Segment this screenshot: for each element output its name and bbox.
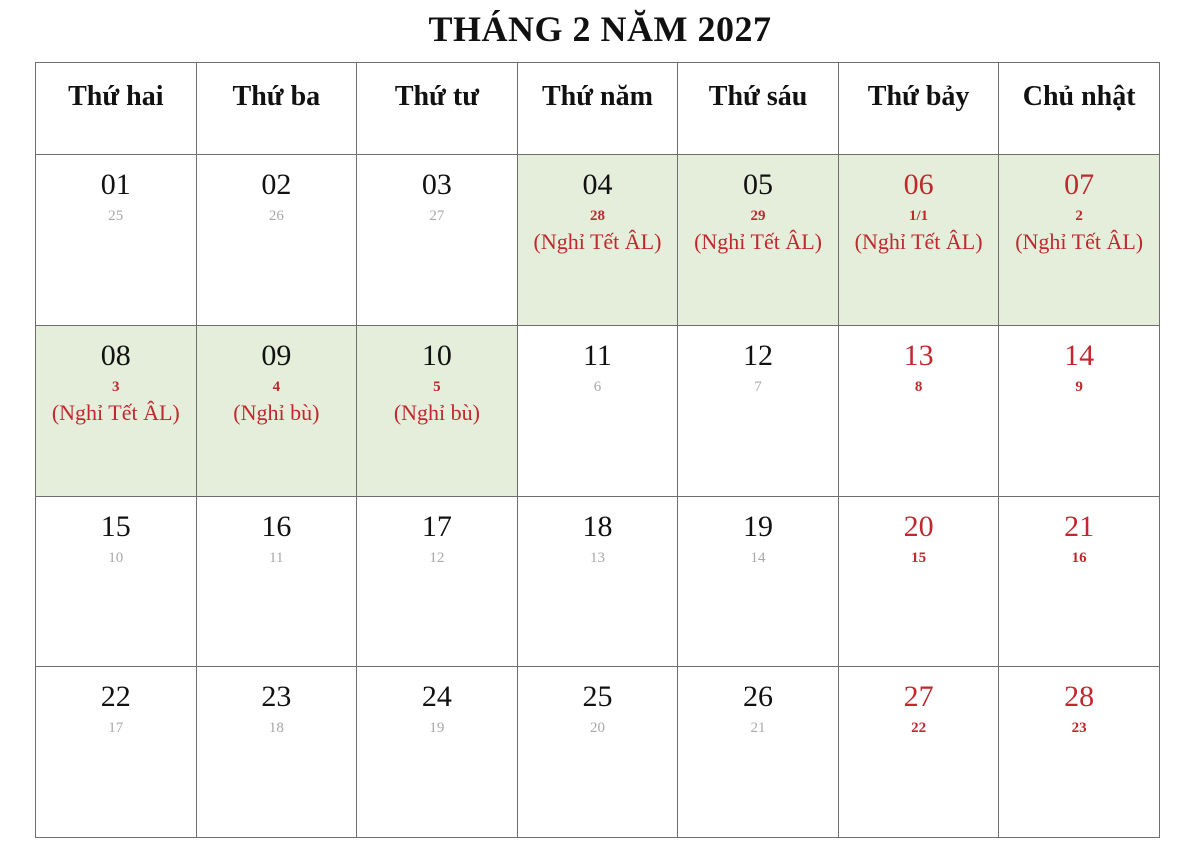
solar-day-number: 28 <box>1064 680 1095 714</box>
day-cell[interactable] <box>517 155 678 326</box>
solar-day-number: 07 <box>1064 168 1095 201</box>
calendar-title: THÁNG 2 NĂM 2027 <box>428 9 772 49</box>
solar-day-number: 20 <box>903 509 934 543</box>
day-cell[interactable] <box>838 155 999 326</box>
day-cell[interactable] <box>357 496 518 667</box>
lunar-day-number: 11 <box>269 549 284 566</box>
solar-day-number: 06 <box>903 168 934 201</box>
day-cell[interactable] <box>517 667 678 838</box>
solar-day-number: 17 <box>421 509 452 543</box>
solar-day-number: 10 <box>421 338 452 372</box>
lunar-day-number: 23 <box>1071 720 1087 737</box>
day-cell[interactable] <box>196 496 357 667</box>
day-cell[interactable] <box>678 496 839 667</box>
holiday-note: (Nghỉ Tết ÂL) <box>854 229 983 254</box>
weekday-header: Thứ bảy <box>838 63 999 155</box>
day-cell[interactable] <box>678 155 839 326</box>
lunar-day-number: 16 <box>1071 549 1087 566</box>
day-cell[interactable] <box>357 325 518 496</box>
solar-day-number: 12 <box>743 338 774 372</box>
lunar-day-number: 14 <box>750 549 766 566</box>
day-cell[interactable] <box>678 325 839 496</box>
lunar-day-number: 13 <box>589 549 605 566</box>
day-cell[interactable] <box>838 325 999 496</box>
solar-day-number: 16 <box>261 509 292 543</box>
solar-day-number: 02 <box>261 168 292 201</box>
solar-day-number: 21 <box>1064 509 1095 543</box>
day-cell[interactable] <box>36 155 197 326</box>
lunar-day-number: 18 <box>268 720 284 737</box>
weekday-header: Thứ năm <box>517 63 678 155</box>
lunar-day-number: 1/1 <box>909 208 929 224</box>
day-cell[interactable] <box>36 667 197 838</box>
day-cell[interactable] <box>838 667 999 838</box>
solar-day-number: 08 <box>100 338 131 372</box>
day-cell[interactable] <box>517 496 678 667</box>
solar-day-number: 24 <box>421 680 452 714</box>
solar-day-number: 09 <box>261 338 292 372</box>
solar-day-number: 25 <box>582 680 613 714</box>
day-cell[interactable] <box>196 325 357 496</box>
holiday-note: (Nghỉ bù) <box>233 399 320 425</box>
week-row <box>36 667 1160 838</box>
day-cell[interactable] <box>196 667 357 838</box>
lunar-day-number: 8 <box>914 378 923 395</box>
lunar-day-number: 3 <box>112 378 120 395</box>
week-row <box>36 325 1160 496</box>
day-cell[interactable] <box>999 667 1160 838</box>
solar-day-number: 19 <box>743 509 774 543</box>
lunar-day-number: 29 <box>750 208 766 224</box>
week-row <box>36 155 1160 326</box>
lunar-day-number: 7 <box>754 378 762 395</box>
month-calendar-grid <box>35 62 1160 838</box>
week-row <box>36 496 1160 667</box>
weekday-header: Thứ hai <box>36 63 197 155</box>
calendar-body <box>36 155 1160 838</box>
solar-day-number: 03 <box>421 168 452 201</box>
holiday-note: (Nghỉ Tết ÂL) <box>51 399 180 425</box>
holiday-note: (Nghỉ Tết ÂL) <box>1015 229 1144 254</box>
solar-day-number: 13 <box>903 338 934 372</box>
solar-day-number: 05 <box>743 168 774 201</box>
lunar-day-number: 5 <box>433 378 441 395</box>
lunar-day-number: 17 <box>108 720 124 737</box>
solar-day-number: 18 <box>582 509 613 543</box>
lunar-day-number: 12 <box>429 549 445 566</box>
solar-day-number: 04 <box>582 168 613 201</box>
lunar-day-number: 25 <box>108 208 124 224</box>
lunar-day-number: 15 <box>911 549 927 566</box>
lunar-day-number: 9 <box>1075 378 1083 395</box>
day-cell[interactable] <box>36 496 197 667</box>
lunar-day-number: 6 <box>593 378 602 395</box>
solar-day-number: 27 <box>903 680 934 714</box>
solar-day-number: 14 <box>1064 338 1095 372</box>
lunar-day-number: 20 <box>589 720 605 737</box>
lunar-day-number: 4 <box>272 378 281 395</box>
solar-day-number: 15 <box>100 509 131 543</box>
day-cell[interactable] <box>999 496 1160 667</box>
lunar-day-number: 27 <box>429 208 445 224</box>
holiday-note: (Nghỉ bù) <box>393 399 480 425</box>
solar-day-number: 01 <box>100 168 131 201</box>
day-cell[interactable] <box>678 667 839 838</box>
weekday-header-row <box>36 63 1160 155</box>
solar-day-number: 11 <box>583 338 612 372</box>
weekday-header: Thứ tư <box>357 63 518 155</box>
weekday-header: Thứ sáu <box>678 63 839 155</box>
day-cell[interactable] <box>999 325 1160 496</box>
lunar-day-number: 21 <box>750 720 766 737</box>
holiday-note: (Nghỉ Tết ÂL) <box>533 229 662 254</box>
lunar-day-number: 19 <box>429 720 445 737</box>
day-cell[interactable] <box>196 155 357 326</box>
solar-day-number: 26 <box>743 680 774 714</box>
lunar-day-number: 28 <box>589 208 605 224</box>
day-cell[interactable] <box>357 155 518 326</box>
weekday-header: Thứ ba <box>196 63 357 155</box>
day-cell[interactable] <box>36 325 197 496</box>
day-cell[interactable] <box>999 155 1160 326</box>
lunar-day-number: 26 <box>268 208 284 224</box>
day-cell[interactable] <box>517 325 678 496</box>
solar-day-number: 23 <box>261 680 292 714</box>
lunar-day-number: 2 <box>1075 208 1083 224</box>
lunar-day-number: 10 <box>108 549 124 566</box>
day-cell[interactable] <box>838 496 999 667</box>
lunar-day-number: 22 <box>911 720 927 737</box>
solar-day-number: 22 <box>100 680 131 714</box>
holiday-note: (Nghỉ Tết ÂL) <box>694 229 822 254</box>
weekday-header: Chủ nhật <box>999 63 1160 155</box>
day-cell[interactable] <box>357 667 518 838</box>
